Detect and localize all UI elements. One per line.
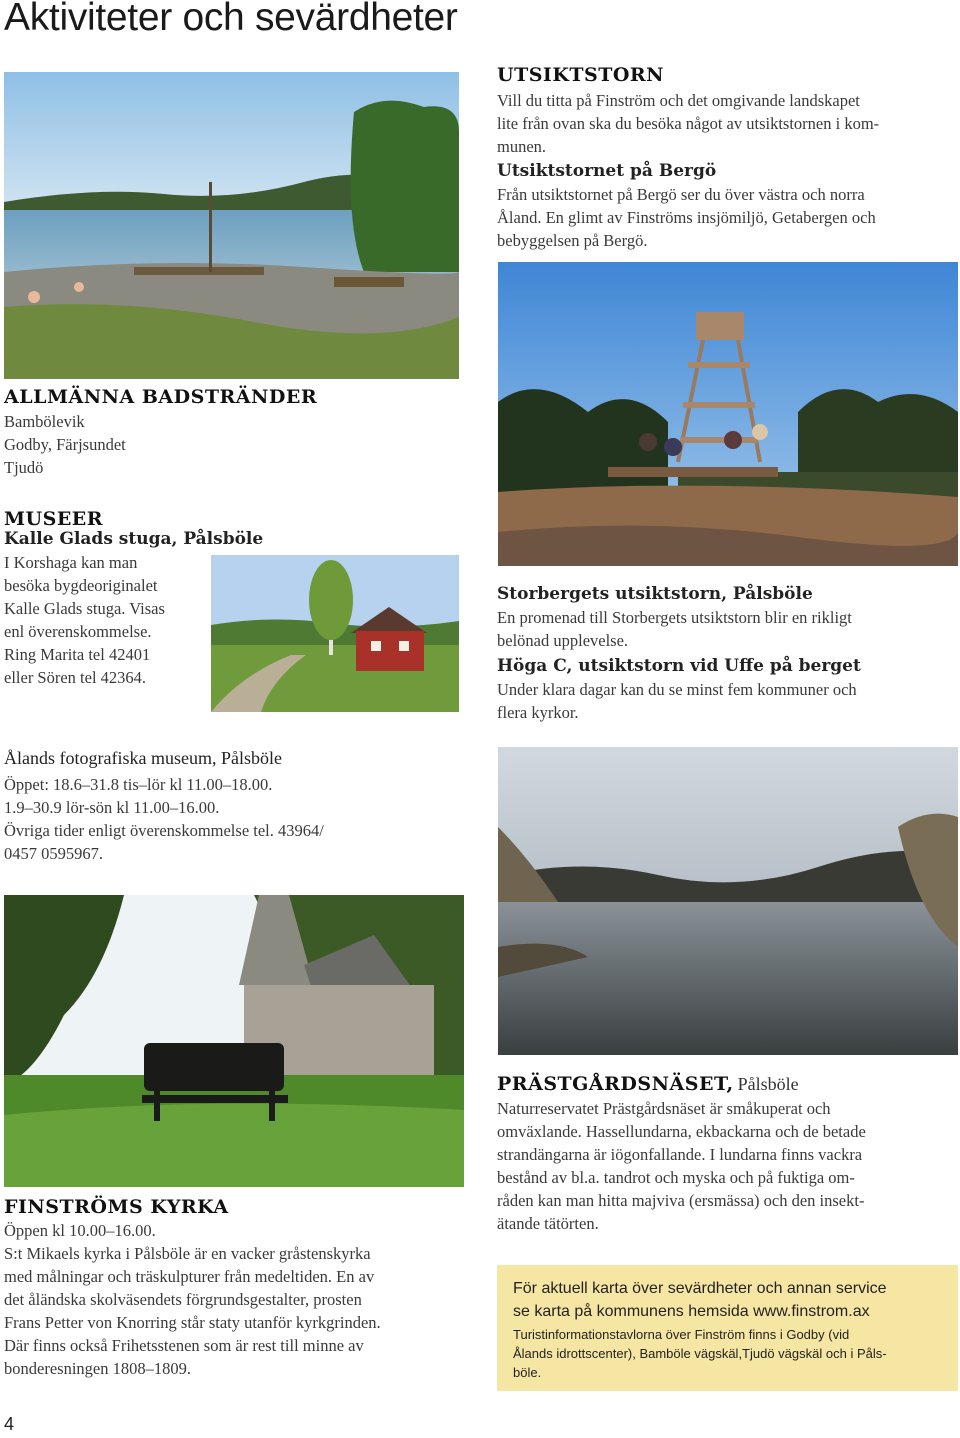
- text-line: råden kan man hitta majviva (ersmässa) och den insekt-: [497, 1191, 865, 1210]
- text-line: Ålands idrottscenter), Bamböle vägskäl,Tjudö vägskäl och i Påls-: [513, 1346, 887, 1361]
- text-line: En promenad till Storbergets utsiktstorn blir en rikligt: [497, 608, 852, 627]
- kalle-glads-text: [4, 551, 209, 689]
- hoga-c-title: Höga C, utsiktstorn vid Uffe på berget: [497, 656, 861, 676]
- text-line: Där finns också Frihetsstenen som är rest till minne av: [4, 1336, 364, 1355]
- prastgard-heading-row: [497, 1073, 799, 1095]
- storberget-text: [497, 606, 957, 652]
- text-line: strandängarna är iögonfallande. I lundarna finns vackra: [497, 1145, 863, 1164]
- beach-item: Bambölevik: [4, 412, 85, 431]
- text-line: Övriga tider enligt överenskommelse tel. 43964/: [4, 821, 324, 840]
- text-line: Från utsiktstornet på Bergö ser du över västra och norra: [497, 185, 865, 204]
- page-title: Aktiviteter och sevärdheter: [4, 0, 458, 39]
- text-line: ätande tätörten.: [497, 1214, 599, 1233]
- text-line: omväxlande. Hassellundarna, ekbackarna och de betade: [497, 1122, 866, 1141]
- hoga-c-text: [497, 678, 957, 724]
- text-line: bonderesningen 1808–1809.: [4, 1359, 191, 1378]
- text-line: böle.: [513, 1365, 542, 1380]
- beach-item: Godby, Färjsundet: [4, 435, 126, 454]
- text-line: S:t Mikaels kyrka i Pålsböle är en vacker gråstenskyrka: [4, 1244, 371, 1263]
- page-number: 4: [4, 1414, 15, 1434]
- text-line: flera kyrkor.: [497, 703, 579, 722]
- text-line: belönad upplevelse.: [497, 631, 629, 650]
- text-line: Åland. En glimt av Finströms insjömiljö, Getabergen och: [497, 208, 876, 227]
- text-line: För aktuell karta över sevärdheter och annan service: [513, 1280, 887, 1297]
- badstrander-list: [4, 410, 126, 479]
- text-line: det åländska skolväsendets förgrundsgestalter, prosten: [4, 1290, 362, 1309]
- text-line: lite från ovan ska du besöka något av utsiktstornen i kom-: [497, 114, 880, 133]
- text-line: 0457 0595967.: [4, 844, 103, 863]
- text-line: Ring Marita tel 42401: [4, 645, 151, 664]
- museer-heading: MUSEER: [4, 508, 104, 530]
- lake-photo: [498, 747, 958, 1055]
- text-line: Öppen kl 10.00–16.00.: [4, 1221, 156, 1240]
- beach-photo: [4, 72, 459, 379]
- text-line: besöka bygdeoriginalet: [4, 576, 158, 595]
- foto-museum-text: [4, 773, 474, 865]
- text-line: Öppet: 18.6–31.8 tis–lör kl 11.00–18.00.: [4, 775, 273, 794]
- utsiktstorn-intro: [497, 89, 957, 158]
- cottage-photo: [211, 555, 459, 712]
- text-line: med målningar och träskulpturer från medeltiden. En av: [4, 1267, 375, 1286]
- text-line: Turistinformationstavlorna över Finström finns i Godby (vid: [513, 1327, 850, 1342]
- kyrka-text: [4, 1219, 474, 1380]
- info-box: [497, 1265, 958, 1391]
- info-box-main: [513, 1277, 942, 1323]
- tower-photo: [498, 262, 958, 566]
- info-box-detail: [513, 1325, 942, 1382]
- text-line: eller Sören tel 42364.: [4, 668, 147, 687]
- text-line: Under klara dagar kan du se minst fem kommuner och: [497, 680, 857, 699]
- kalle-glads-title: Kalle Glads stuga, Pålsböle: [4, 529, 264, 549]
- bergo-title: Utsiktstornet på Bergö: [497, 161, 717, 181]
- beach-item: Tjudö: [4, 458, 44, 477]
- prastgard-heading-suffix: Pålsböle: [737, 1074, 799, 1094]
- text-line: se karta på kommunens hemsida www.finstrom.ax: [513, 1303, 870, 1320]
- badstrander-heading: ALLMÄNNA BADSTRÄNDER: [4, 386, 318, 408]
- text-line: munen.: [497, 137, 547, 156]
- kyrka-heading: FINSTRÖMS KYRKA: [4, 1196, 229, 1218]
- storberget-title: Storbergets utsiktstorn, Pålsböle: [497, 584, 813, 604]
- foto-museum-title: Ålands fotografiska museum, Pålsböle: [4, 748, 282, 768]
- text-line: Frans Petter von Knorring står staty utanför kyrkgrinden.: [4, 1313, 381, 1332]
- church-photo: [4, 895, 464, 1187]
- text-line: bebyggelsen på Bergö.: [497, 231, 648, 250]
- text-line: bestånd av bl.a. tandrot och myska och på fuktiga om-: [497, 1168, 855, 1187]
- text-line: enl överenskommelse.: [4, 622, 152, 641]
- text-line: Kalle Glads stuga. Visas: [4, 599, 165, 618]
- text-line: Naturreservatet Prästgårdsnäset är småkuperat och: [497, 1099, 831, 1118]
- prastgard-text: [497, 1097, 957, 1235]
- bergo-text: [497, 183, 957, 252]
- text-line: I Korshaga kan man: [4, 553, 138, 572]
- text-line: Vill du titta på Finström och det omgivande landskapet: [497, 91, 860, 110]
- utsiktstorn-heading: UTSIKTSTORN: [497, 64, 665, 86]
- prastgard-heading: PRÄSTGÅRDSNÄSET,: [497, 1073, 734, 1095]
- text-line: 1.9–30.9 lör-sön kl 11.00–16.00.: [4, 798, 220, 817]
